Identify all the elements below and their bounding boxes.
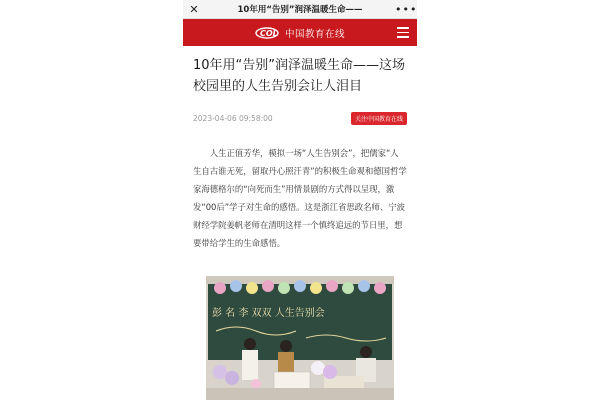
publish-date: 2023-04-06 09:58:00 — [193, 113, 273, 123]
webview-title: 10年用“告别”润泽温暖生命—— — [237, 5, 363, 15]
close-icon[interactable]: ✕ — [189, 2, 199, 16]
article-meta — [193, 111, 407, 125]
logo-text: COL — [260, 29, 278, 38]
article-paragraph: 人生正值芳华，模拟一场“人生告别会”，把儒家“人生自古谁无死，留取丹心照汗青”的积极生命观和德国哲学家海德格尔的“向死而生”用情景剧的方式得以呈现，激发“00后”学子对生命的感悟。这是浙江省思政名师、宁波财经学院姜帆老师在清明这样一个慎终追远的节日里，想要带给学生的生命感悟。 — [193, 148, 407, 248]
follow-button[interactable]: 关注中国教育在线 — [351, 112, 407, 125]
site-header — [183, 19, 417, 46]
hamburger-menu-icon[interactable] — [397, 27, 409, 38]
webview-titlebar — [183, 0, 417, 19]
mobile-webview — [183, 0, 417, 400]
more-options-icon[interactable]: ••• — [395, 2, 417, 16]
site-name: 中国教育在线 — [285, 28, 346, 40]
article-photo[interactable] — [206, 276, 394, 400]
article-title: 10年用“告别”润泽温暖生命——这场校园里的人生告别会让人泪目 — [193, 58, 406, 94]
site-logo[interactable] — [255, 26, 281, 39]
chalkboard-text: 彭 名 李 双双 人生告别会 — [212, 308, 325, 319]
